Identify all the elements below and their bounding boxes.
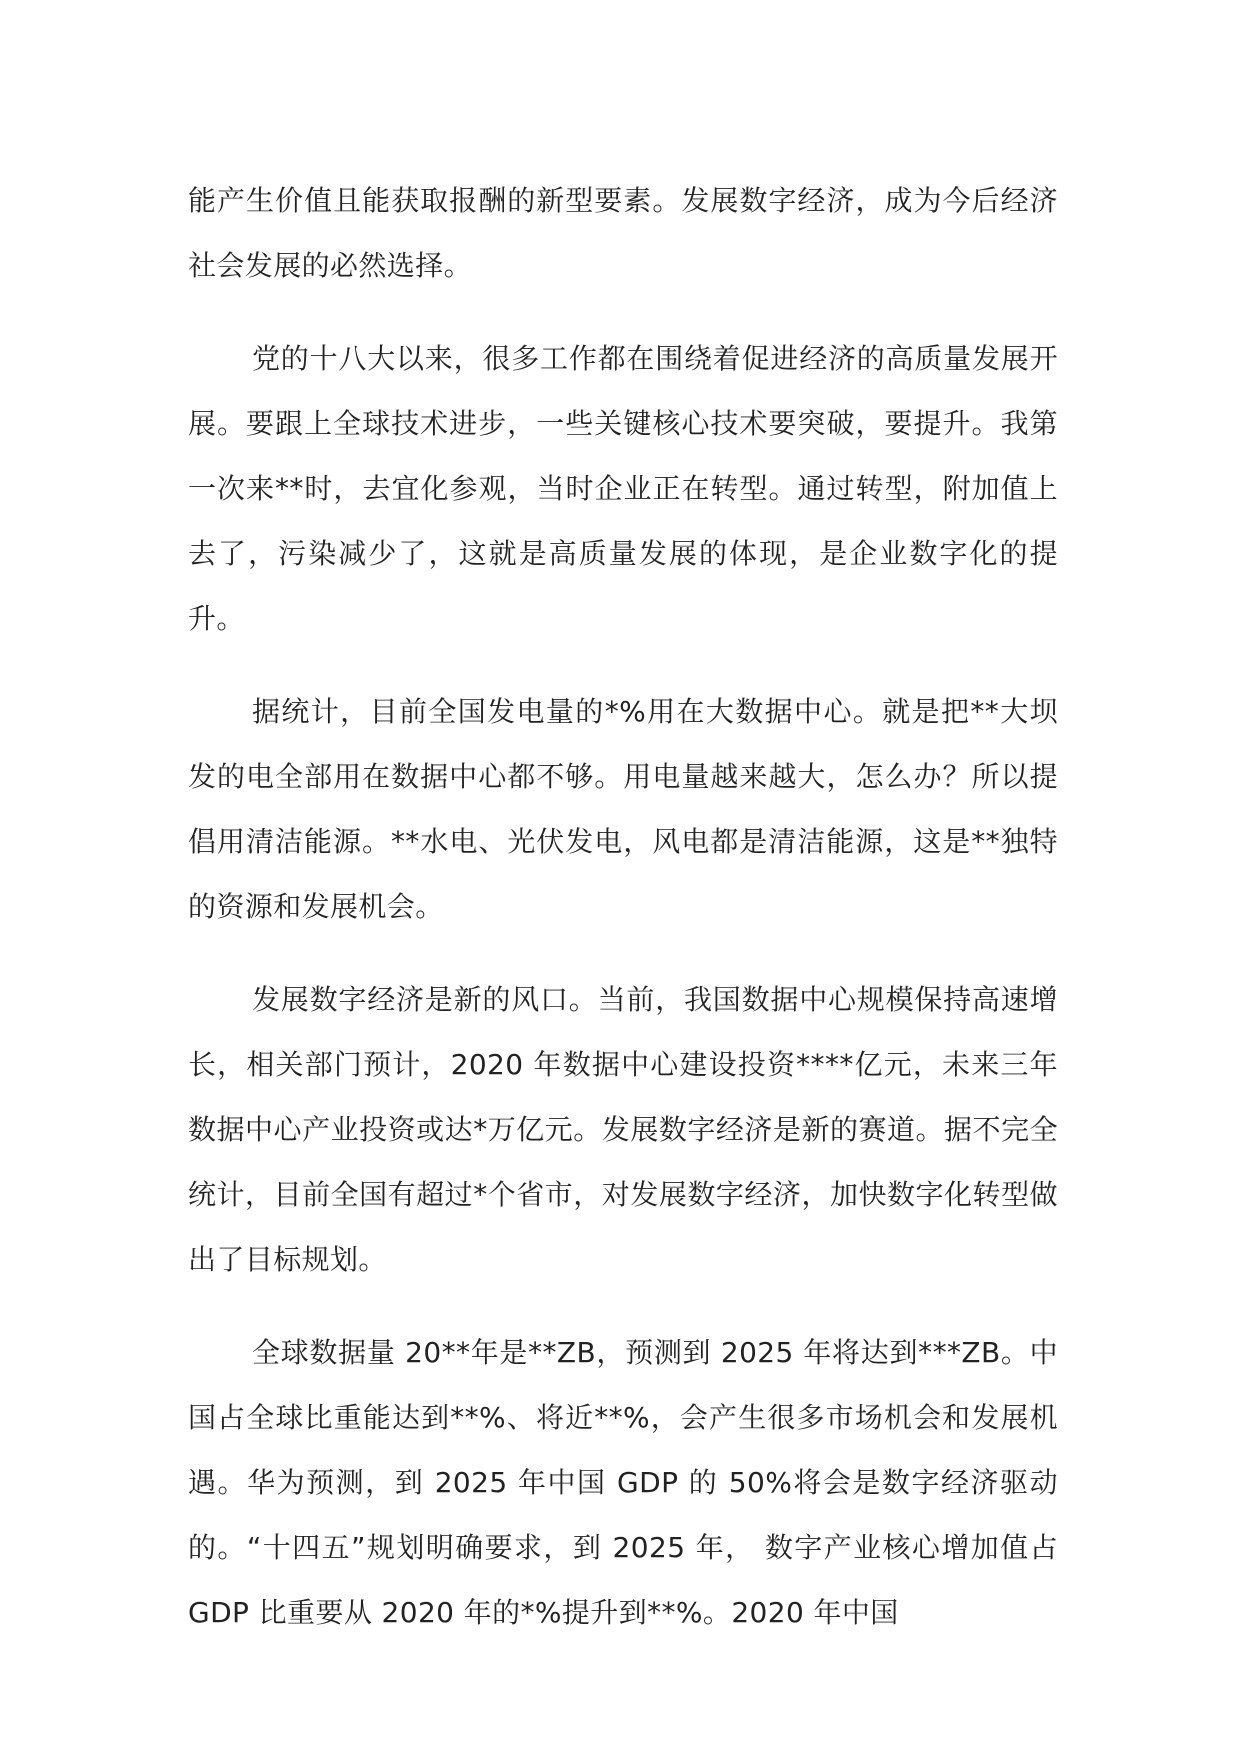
document-page	[188, 168, 1058, 1673]
paragraph-5: 全球数据量 20**年是**ZB，预测到 2025 年将达到***ZB。中国占全球比重能达到**%、将近**%，会产生很多市场机会和发展机遇。华为预测，到 2025 年中国 GDP 的 50%将会是数字经济驱动的。“十四五”规划明确要求，到 2025 年， 数字产业核心增加值占 GDP 比重要从 2020 年的*%提升到**%。2020 年中国	[188, 1336, 1058, 1629]
paragraph-4: 发展数字经济是新的风口。当前，我国数据中心规模保持高速增长，相关部门预计，2020 年数据中心建设投资****亿元，未来三年数据中心产业投资或达*万亿元。发展数字经济是新的赛道。据不完全统计，目前全国有超过*个省市，对发展数字经济，加快数字化转型做出了目标规划。	[188, 983, 1058, 1276]
paragraph-3: 据统计，目前全国发电量的*%用在大数据中心。就是把**大坝发的电全部用在数据中心都不够。用电量越来越大，怎么办？所以提倡用清洁能源。**水电、光伏发电，风电都是清洁能源，这是**独特的资源和发展机会。	[188, 695, 1058, 923]
paragraph-1: 能产生价值且能获取报酬的新型要素。发展数字经济，成为今后经济社会发展的必然选择。	[188, 184, 1058, 282]
paragraph-2: 党的十八大以来，很多工作都在围绕着促进经济的高质量发展开展。要跟上全球技术进步，一些关键核心技术要突破，要提升。我第一次来**时，去宜化参观，当时企业正在转型。通过转型，附加值上去了，污染减少了，这就是高质量发展的体现，是企业数字化的提升。	[188, 342, 1058, 635]
